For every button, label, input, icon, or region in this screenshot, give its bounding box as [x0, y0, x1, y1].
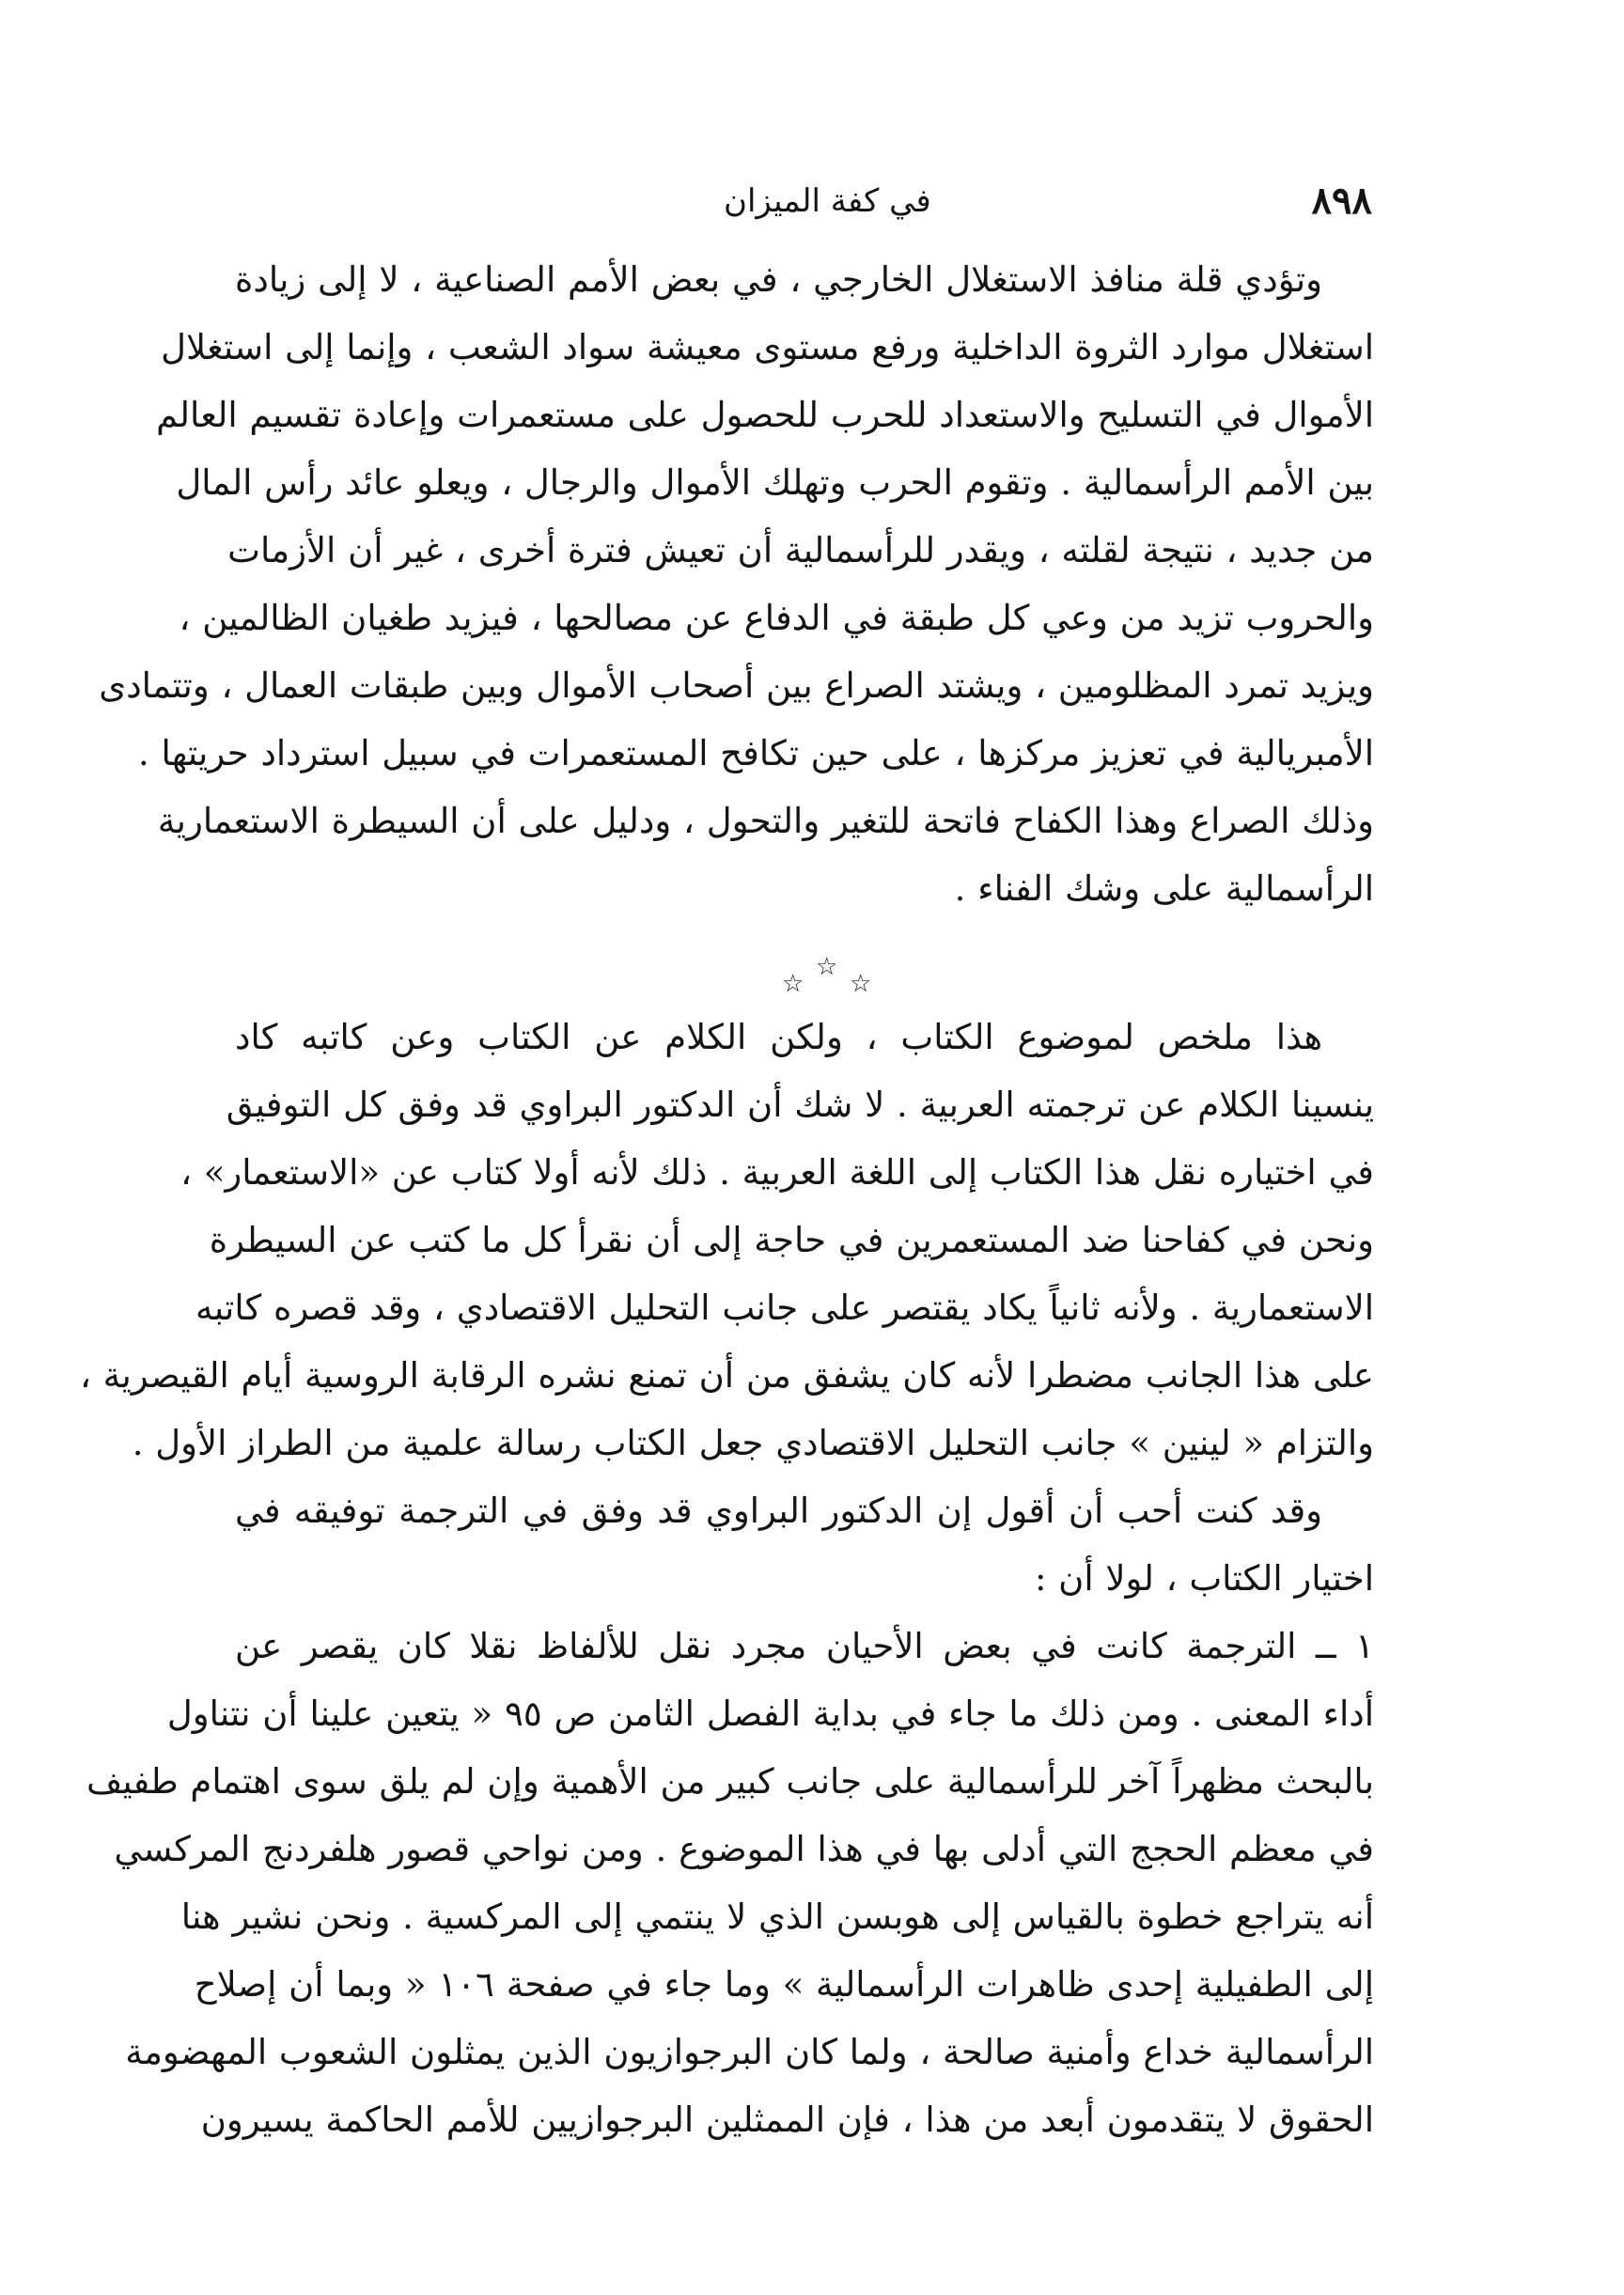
- text-line: وتؤدي قلة منافذ الاستغلال الخارجي ، في بعض الأمم الصناعية ، لا إلى زيادة: [235, 259, 1322, 300]
- running-title: في كفة الميزان: [724, 182, 931, 220]
- text-line: ونحن في كفاحنا ضد المستعمرين في حاجة إلى أن نقرأ كل ما كتب عن السيطرة: [209, 1220, 1374, 1260]
- text-line: ينسينا الكلام عن ترجمته العربية . لا شك أن الدكتور البراوي قد وفق كل التوفيق: [226, 1085, 1374, 1125]
- text-line: أداء المعنى . ومن ذلك ما جاء في بداية الفصل الثامن ص ٩٥ « يتعين علينا أن نتناول: [166, 1694, 1374, 1734]
- section-separator: [771, 947, 883, 1004]
- text-line: الرأسمالية خداع وأمنية صالحة ، ولما كان البرجوازيون الذين يمثلون الشعوب المهضومة: [125, 2032, 1374, 2072]
- text-line: والتزام « لينين » جانب التحليل الاقتصادي جعل الكتاب رسالة علمية من الطراز الأول .: [132, 1423, 1374, 1463]
- text-line: من جديد ، نتيجة لقلته ، ويقدر للرأسمالية أن تعيش فترة أخرى ، غير أن الأزمات: [227, 530, 1374, 570]
- text-line: استغلال موارد الثروة الداخلية ورفع مستوى معيشة سواد الشعب ، وإنما إلى استغلال: [161, 327, 1374, 367]
- page-header: [235, 179, 1372, 235]
- text-line: في اختياره نقل هذا الكتاب إلى اللغة العربية . ذلك لأنه أولا كتاب عن «الاستعمار» ،: [180, 1152, 1374, 1193]
- text-line: على هذا الجانب مضطرا لأنه كان يشفق من أن تمنع نشره الرقابة الروسية أيام القيصرية ،: [79, 1355, 1374, 1396]
- text-line: بين الأمم الرأسمالية . وتقوم الحرب وتهلك الأموال والرجال ، ويعلو عائد رأس المال: [176, 462, 1374, 503]
- text-line: إلى الطفيلية إحدى ظاهرات الرأسمالية » وما جاء في صفحة ١٠٦ « وبما أن إصلاح: [194, 1964, 1374, 2005]
- paragraph-review: [79, 1004, 1374, 2154]
- text-line: الأموال في التسليح والاستعداد للحرب للحصول على مستعمرات وإعادة تقسيم العالم: [156, 395, 1374, 435]
- paragraph-conclusion: [99, 246, 1374, 923]
- text-line: بالبحث مظهراً آخر للرأسمالية على جانب كبير من الأهمية وإن لم يلق سوى اهتمام طفيف: [86, 1761, 1374, 1802]
- text-line: الاستعمارية . ولأنه ثانياً يكاد يقتصر على جانب التحليل الاقتصادي ، وقد قصره كاتبه: [195, 1288, 1374, 1328]
- text-line: وقد كنت أحب أن أقول إن الدكتور البراوي قد وفق في الترجمة توفيقه في: [235, 1491, 1322, 1531]
- text-line: هذا ملخص لموضوع الكتاب ، ولكن الكلام عن الكتاب وعن كاتبه كاد: [235, 1017, 1322, 1057]
- text-line: في معظم الحجج التي أدلى بها في هذا الموضوع . ومن نواحي قصور هلفردنج المركسي: [114, 1829, 1374, 1869]
- star-icon: ☆: [782, 970, 804, 998]
- star-icon: ☆: [850, 970, 872, 998]
- text-line: اختيار الكتاب ، لولا أن :: [1034, 1558, 1374, 1599]
- text-line: وذلك الصراع وهذا الكفاح فاتحة للتغير والتحول ، ودليل على أن السيطرة الاستعمارية: [157, 801, 1374, 841]
- list-item-line: ١ ــ الترجمة كانت في بعض الأحيان مجرد نقل للألفاظ نقلا كان يقصر عن: [235, 1626, 1374, 1666]
- text-line: الأمبريالية في تعزيز مركزها ، على حين تكافح المستعمرات في سبيل استرداد حريتها .: [138, 733, 1374, 773]
- text-line: والحروب تزيد من وعي كل طبقة في الدفاع عن مصالحها ، فيزيد طغيان الظالمين ،: [179, 598, 1374, 638]
- text-line: الرأسمالية على وشك الفناء .: [954, 868, 1374, 909]
- text-line: الحقوق لا يتقدمون أبعد من هذا ، فإن الممثلين البرجوازيين للأمم الحاكمة يسيرون: [200, 2100, 1374, 2140]
- page-number: ٨٩٨: [1311, 179, 1372, 223]
- text-line: أنه يتراجع خطوة بالقياس إلى هوبسن الذي لا ينتمي إلى المركسية . ونحن نشير هنا: [180, 1897, 1374, 1937]
- text-line: ويزيد تمرد المظلومين ، ويشتد الصراع بين أصحاب الأموال وبين طبقات العمال ، وتتمادى: [99, 665, 1374, 706]
- star-icon: ☆: [816, 953, 838, 981]
